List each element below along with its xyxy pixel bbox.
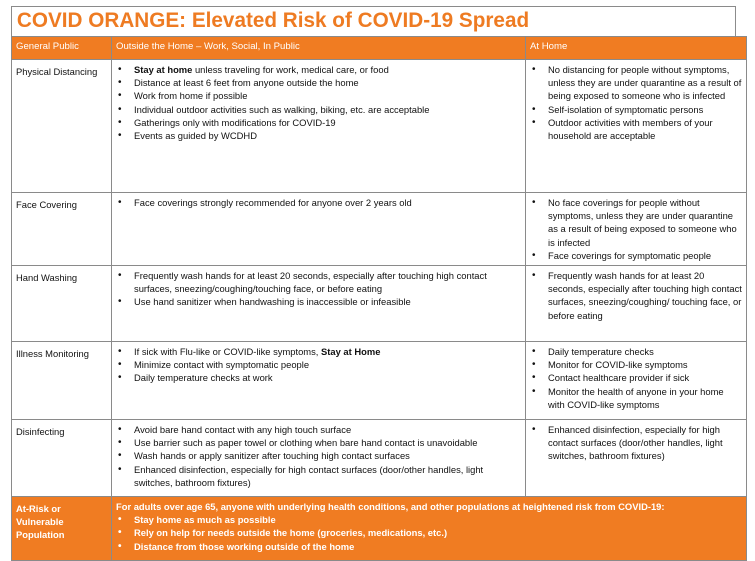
- bold-text: Stay at Home: [321, 346, 381, 357]
- row-hand-washing: [12, 266, 747, 342]
- list-item: • Wash hands or apply sanitizer after touching high contact surfaces: [116, 449, 521, 462]
- outside-cell: [112, 60, 526, 193]
- header-general-public: General Public: [12, 37, 112, 60]
- at-risk-intro: For adults over age 65, anyone with underlying health conditions, and other populations at heightened risk from COVID-19:: [116, 501, 665, 512]
- outside-cell: [112, 266, 526, 342]
- row-label: Physical Distancing: [12, 60, 112, 193]
- list-item: • Stay home as much as possible: [116, 513, 742, 526]
- outside-cell: [112, 342, 526, 420]
- row-label: Disinfecting: [12, 420, 112, 497]
- list-item: • Self-isolation of symptomatic persons: [530, 103, 742, 116]
- row-illness-monitoring: [12, 342, 747, 420]
- list-item: [116, 345, 521, 358]
- row-label: Face Covering: [12, 193, 112, 266]
- list-item: • Daily temperature checks: [530, 345, 742, 358]
- item-text: If sick with Flu-like or COVID-like symptoms,: [134, 346, 322, 357]
- outside-cell: [112, 193, 526, 266]
- at-risk-cell: [112, 497, 747, 561]
- list-item: • Rely on help for needs outside the home (groceries, medications, etc.): [116, 526, 742, 539]
- home-cell: [526, 60, 747, 193]
- list-item: • Distance from those working outside of the home: [116, 540, 742, 553]
- list-item: • Avoid bare hand contact with any high touch surface: [116, 423, 521, 436]
- row-face-covering: [12, 193, 747, 266]
- list-item: • No distancing for people without symptoms, unless they are under quarantine as a result of being exposed to someone who is infected: [530, 63, 742, 103]
- header-at-home: At Home: [526, 37, 747, 60]
- row-label: Hand Washing: [12, 266, 112, 342]
- list-item: • Contact healthcare provider if sick: [530, 371, 742, 384]
- list-item: • Use barrier such as paper towel or clothing when bare hand contact is unavoidable: [116, 436, 521, 449]
- row-at-risk: [12, 497, 747, 561]
- list-item: • Frequently wash hands for at least 20 seconds, especially after touching high contact surfaces, sneezing/coughing/ touching face, or before eating: [530, 269, 742, 322]
- bold-text: Stay at home: [134, 64, 193, 75]
- list-item: [116, 63, 521, 76]
- row-physical-distancing: [12, 60, 747, 193]
- home-cell: [526, 420, 747, 497]
- guidance-table: [11, 36, 747, 561]
- list-item: • Monitor for COVID-like symptoms: [530, 358, 742, 371]
- list-item: • Individual outdoor activities such as walking, biking, etc. are acceptable: [116, 103, 521, 116]
- list-item: • Daily temperature checks at work: [116, 371, 521, 384]
- row-label: Illness Monitoring: [12, 342, 112, 420]
- list-item: • Face coverings strongly recommended for anyone over 2 years old: [116, 196, 521, 209]
- home-cell: [526, 266, 747, 342]
- home-cell: [526, 193, 747, 266]
- list-item: • Use hand sanitizer when handwashing is inaccessible or infeasible: [116, 295, 521, 308]
- list-item: • Gatherings only with modifications for COVID-19: [116, 116, 521, 129]
- outside-cell: [112, 420, 526, 497]
- header-row: [12, 37, 747, 60]
- row-label: At-Risk or Vulnerable Population: [12, 497, 112, 561]
- list-item: • No face coverings for people without symptoms, unless they are under quarantine as a result of being exposed to someone who is infected: [530, 196, 742, 249]
- item-text: unless traveling for work, medical care, or food: [192, 64, 389, 75]
- list-item: • Outdoor activities with members of your household are acceptable: [530, 116, 742, 142]
- list-item: • Distance at least 6 feet from anyone outside the home: [116, 76, 521, 89]
- list-item: • Minimize contact with symptomatic people: [116, 358, 521, 371]
- list-item: • Face coverings for symptomatic people: [530, 249, 742, 262]
- list-item: • Work from home if possible: [116, 89, 521, 102]
- list-item: • Monitor the health of anyone in your home with COVID-like symptoms: [530, 385, 742, 411]
- row-disinfecting: [12, 420, 747, 497]
- list-item: • Enhanced disinfection, especially for high contact surfaces (door/other handles, light switches, bathroom fixtures): [530, 423, 742, 463]
- header-outside-home: Outside the Home – Work, Social, In Public: [112, 37, 526, 60]
- page-title: COVID ORANGE: Elevated Risk of COVID-19 Spread: [11, 6, 736, 36]
- list-item: • Events as guided by WCDHD: [116, 129, 521, 142]
- home-cell: [526, 342, 747, 420]
- list-item: • Enhanced disinfection, especially for high contact surfaces (door/other handles, light switches, bathroom fixtures): [116, 463, 521, 489]
- list-item: • Frequently wash hands for at least 20 seconds, especially after touching high contact surfaces, sneezing/coughing/touching face, or before eating: [116, 269, 521, 295]
